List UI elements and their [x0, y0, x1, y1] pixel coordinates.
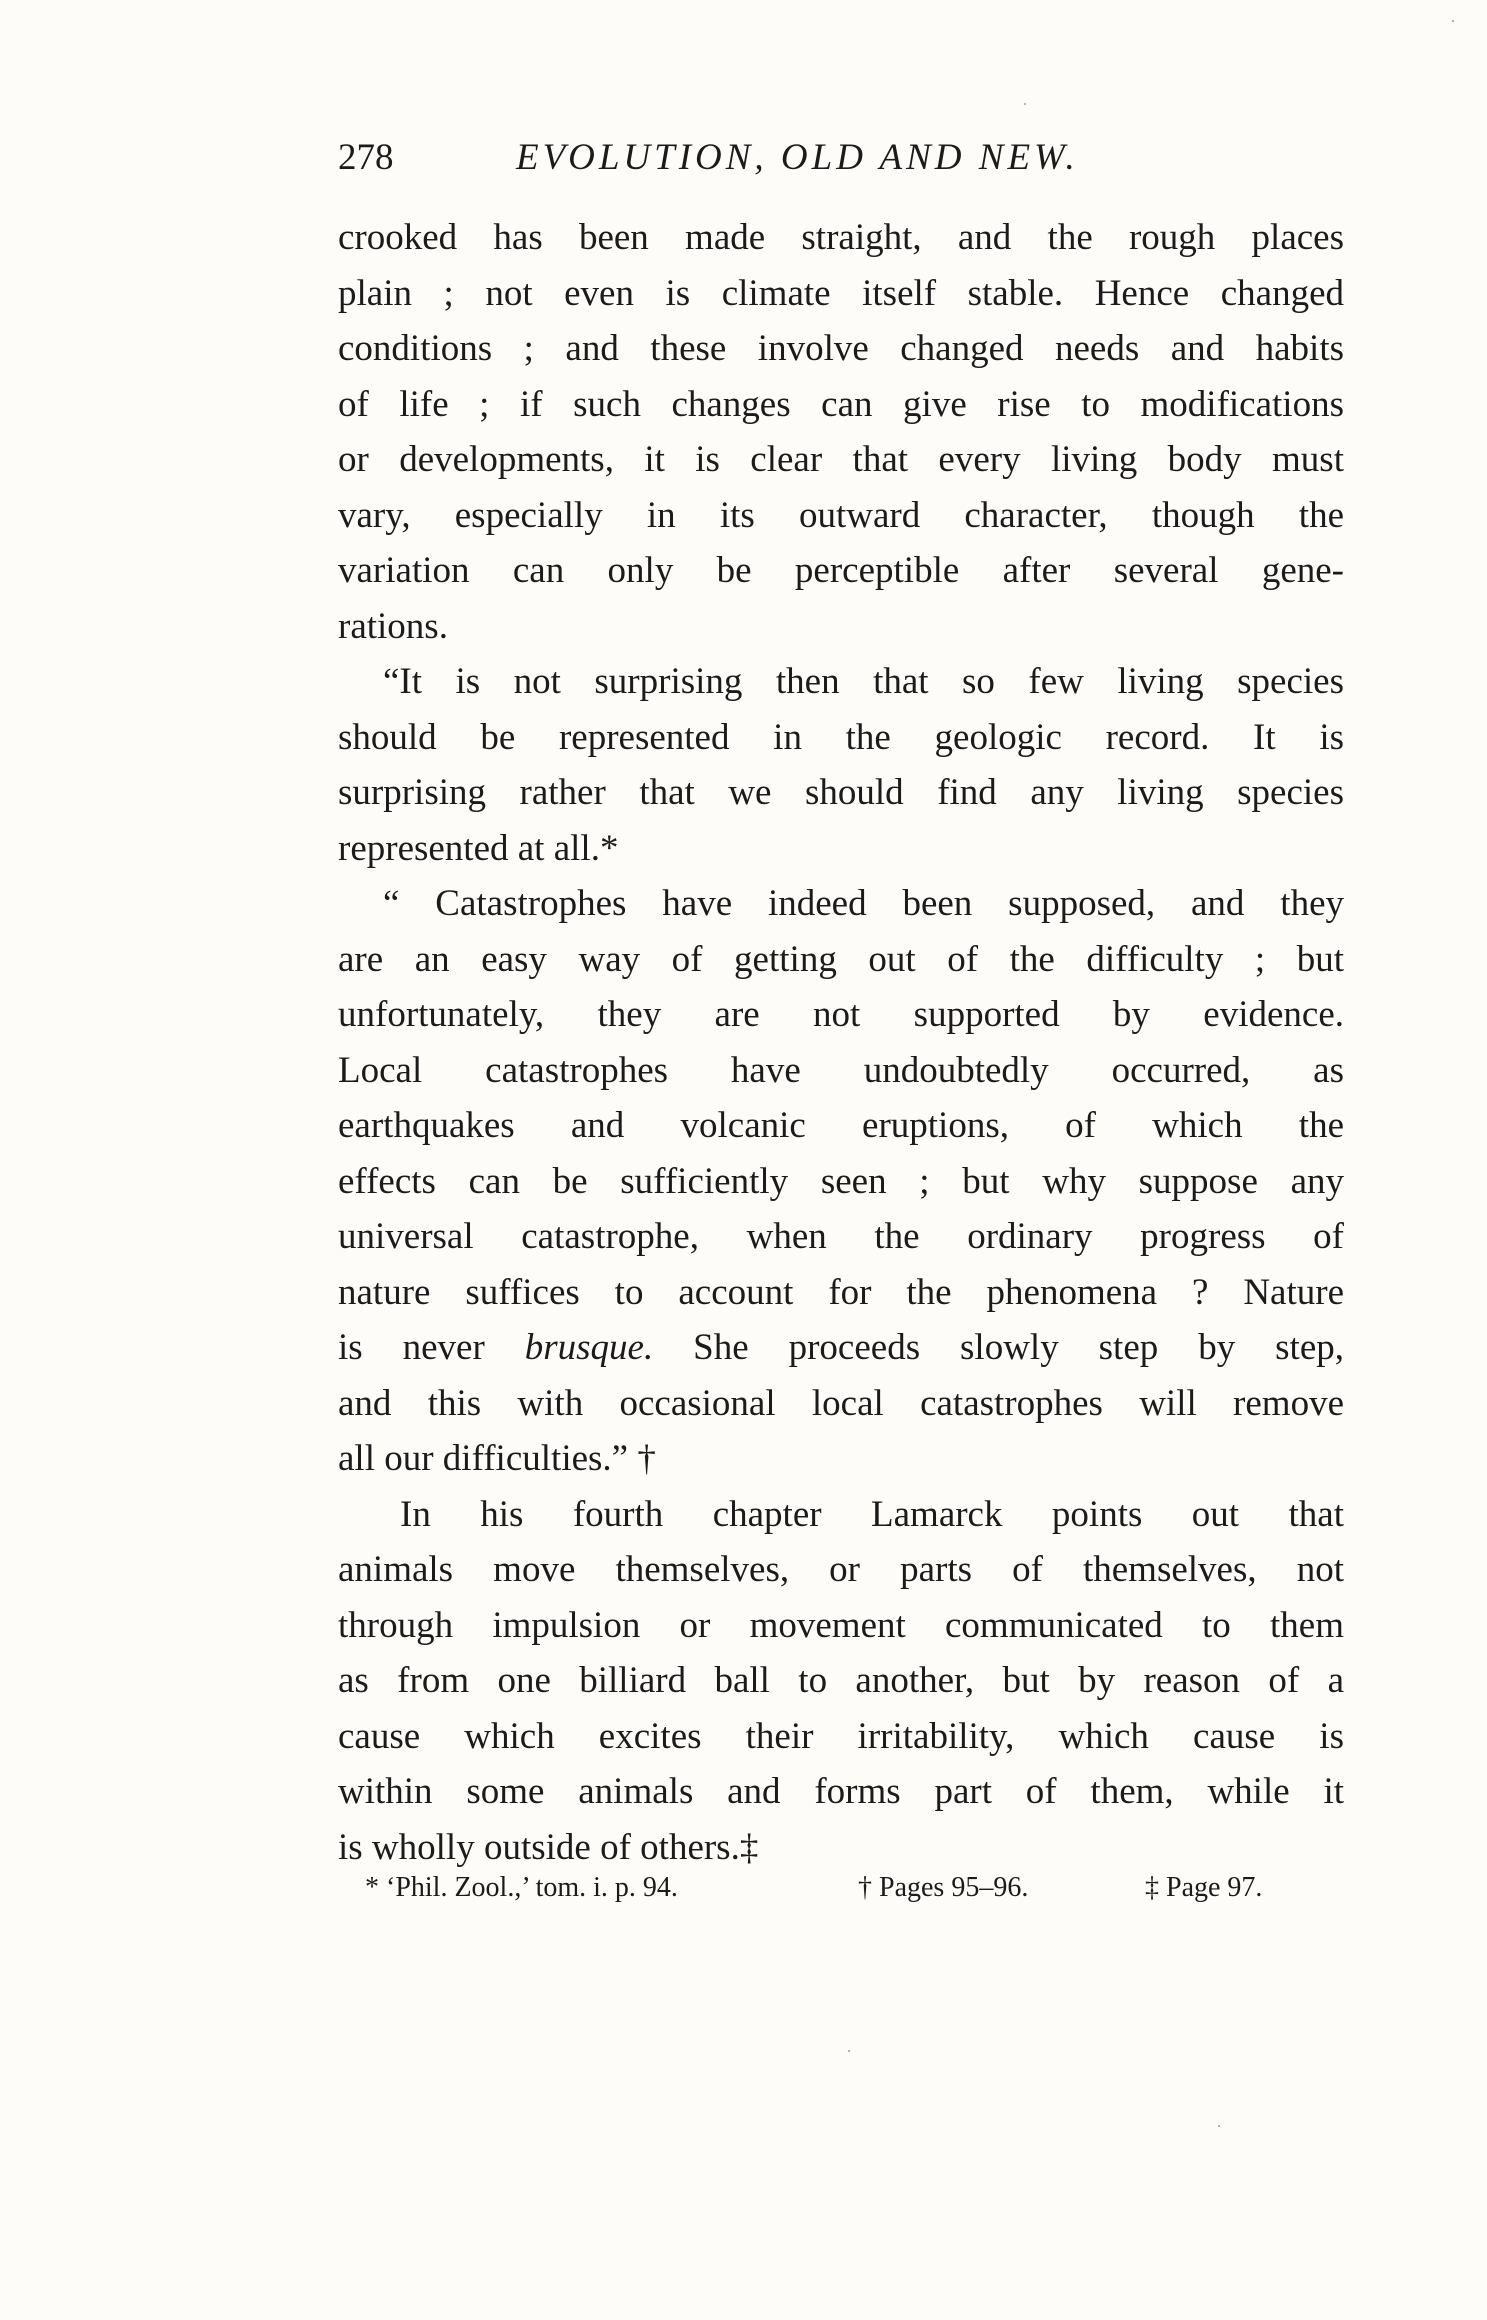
italic-word: brusque. — [524, 1327, 654, 1368]
text-line: nature suffices to account for the phenomena ? Nature — [338, 1271, 1344, 1313]
text-line: unfortunately, they are not supported by evidence. — [338, 994, 1344, 1035]
paper-speck — [1452, 20, 1454, 22]
text-line: surprising rather that we should find any living species — [338, 772, 1344, 813]
paper-speck — [1218, 2125, 1220, 2127]
paper-speck — [1024, 103, 1026, 105]
text-line: through impulsion or movement communicated to them — [338, 1604, 1344, 1646]
body-text — [338, 210, 1344, 1875]
text-line: as from one billiard ball to another, but by reason of a — [338, 1660, 1344, 1701]
text-line: universal catastrophe, when the ordinary progress of — [338, 1216, 1344, 1257]
text-line-brusque — [338, 1320, 1344, 1376]
text-line: Local catastrophes have undoubtedly occurred, as — [338, 1049, 1344, 1091]
footnotes — [365, 1866, 1325, 1910]
text-line: animals move themselves, or parts of themselves, not — [338, 1549, 1344, 1590]
text-line: “It is not surprising then that so few living species — [383, 661, 1344, 702]
text-line: all our difficulties.” † — [338, 1438, 656, 1479]
text-line: plain ; not even is climate itself stable. Hence changed — [338, 272, 1344, 314]
text-line: within some animals and forms part of them, while it — [338, 1771, 1344, 1812]
text-line: is wholly outside of others.‡ — [338, 1826, 759, 1868]
paper-speck — [848, 2050, 850, 2052]
text-line: earthquakes and volcanic eruptions, of which the — [338, 1105, 1344, 1146]
text-line: and this with occasional local catastrophes will remove — [338, 1382, 1344, 1424]
text-segment: is never — [338, 1327, 525, 1368]
text-line: crooked has been made straight, and the rough places — [338, 217, 1344, 258]
footnote: ‡ Page 97. — [1145, 1872, 1263, 1903]
text-line: of life ; if such changes can give rise to modifications — [338, 383, 1344, 425]
text-line: or developments, it is clear that every living body must — [338, 439, 1344, 480]
text-line: effects can be sufficiently seen ; but why suppose any — [338, 1160, 1344, 1202]
text-line: cause which excites their irritability, which cause is — [338, 1715, 1344, 1757]
text-segment: She proceeds slowly step by step, — [653, 1327, 1344, 1368]
text-line: “ Catastrophes have indeed been supposed, and they — [383, 883, 1344, 924]
text-line: should be represented in the geologic record. It is — [338, 716, 1344, 758]
text-line: vary, especially in its outward character, though the — [338, 494, 1344, 536]
page-number: 278 — [338, 137, 394, 178]
running-head — [338, 128, 1338, 188]
text-line: In his fourth chapter Lamarck points out that — [400, 1493, 1344, 1535]
running-title: EVOLUTION, OLD AND NEW. — [516, 137, 1079, 178]
text-line: variation can only be perceptible after several gene- — [338, 550, 1344, 591]
text-line: represented at all.* — [338, 827, 619, 869]
footnote: * ‘Phil. Zool.,’ tom. i. p. 94. — [365, 1872, 678, 1903]
text-line: rations. — [338, 605, 448, 647]
text-line: are an easy way of getting out of the difficulty ; but — [338, 938, 1344, 980]
footnote: † Pages 95–96. — [858, 1872, 1029, 1903]
text-line: conditions ; and these involve changed needs and habits — [338, 328, 1344, 369]
